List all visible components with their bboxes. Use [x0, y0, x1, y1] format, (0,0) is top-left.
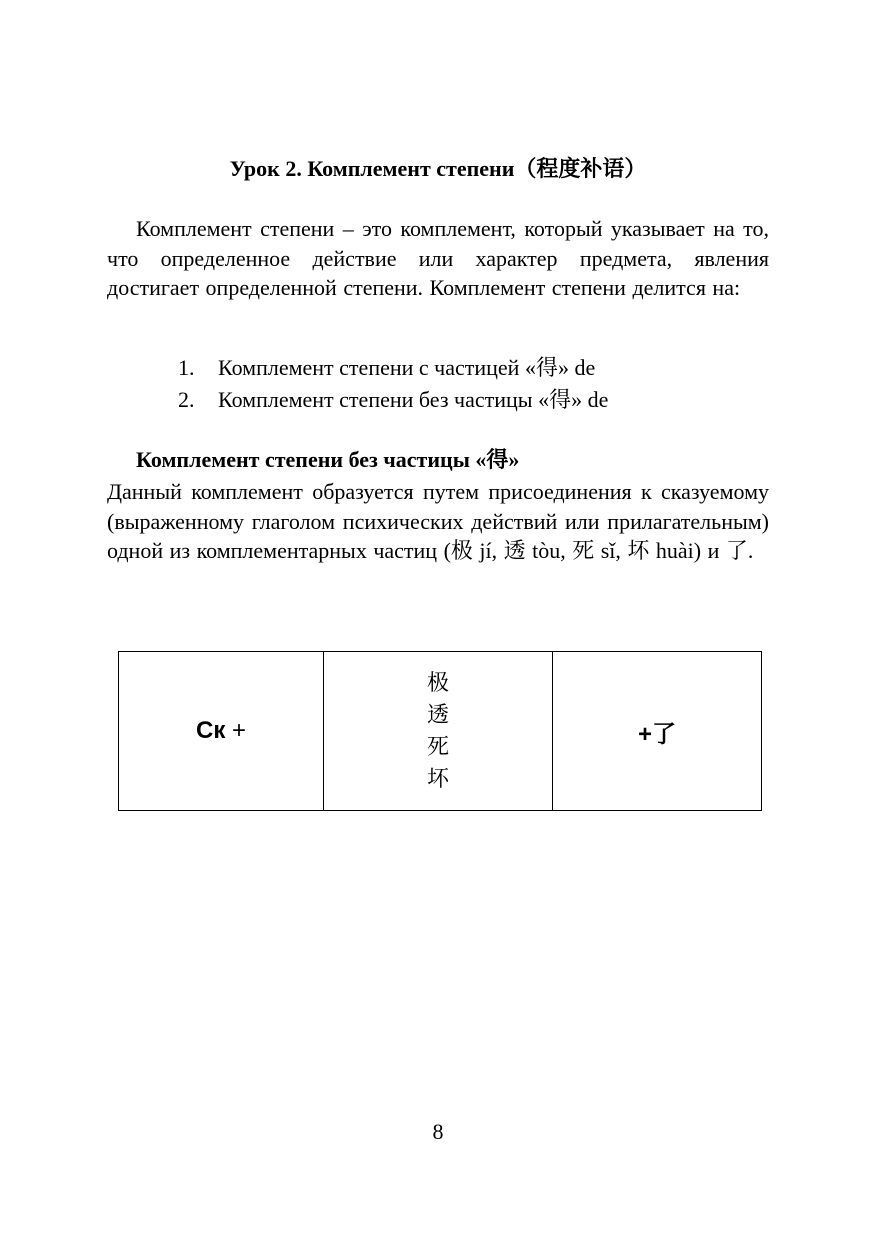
intro-paragraph — [107, 214, 769, 303]
section-heading: Комплемент степени без частицы «得» — [136, 447, 520, 472]
list-item-number: 1. — [178, 355, 195, 380]
types-list — [178, 352, 608, 416]
list-item-number: 2. — [178, 387, 195, 412]
list-item-text: Комплемент степени без частицы «得» de — [218, 387, 609, 412]
particle-si: 死 — [426, 734, 449, 759]
formula-table — [118, 651, 762, 811]
list-item — [178, 384, 608, 416]
formula-le-cell — [553, 652, 762, 811]
page-number: 8 — [432, 1119, 444, 1144]
formula-predicate-cell — [119, 652, 324, 811]
lesson-title: Урок 2. Комплемент степени（程度补语） — [229, 156, 647, 181]
formula-predicate — [196, 717, 246, 744]
particle-huai: 坏 — [426, 766, 449, 791]
particle-stack — [324, 667, 552, 795]
formula-row — [119, 652, 762, 811]
list-item — [178, 352, 608, 384]
formula-le: +了 — [637, 720, 676, 748]
plus-sign: + — [225, 717, 247, 744]
list-item-text: Комплемент степени с частицей «得» de — [218, 355, 596, 380]
particle-tou: 透 — [426, 702, 449, 727]
particle-ji: 极 — [426, 670, 449, 695]
predicate-abbreviation: Ск — [195, 717, 226, 744]
formula-particles-cell — [324, 652, 553, 811]
section-paragraph: Данный комплемент образуется путем присоединения к сказуемому (выраженному глаголом психических действий или прилагательным) одной из комплементарных частиц (极 jí, 透 tòu, 死 sǐ, 坏 huài) и 了. — [107, 479, 769, 563]
intro-text: Комплемент степени – это комплемент, который указывает на то, что определенное действие или характер предмета, явления достигает определенной степени. Комплемент степени делится на: — [107, 216, 769, 300]
